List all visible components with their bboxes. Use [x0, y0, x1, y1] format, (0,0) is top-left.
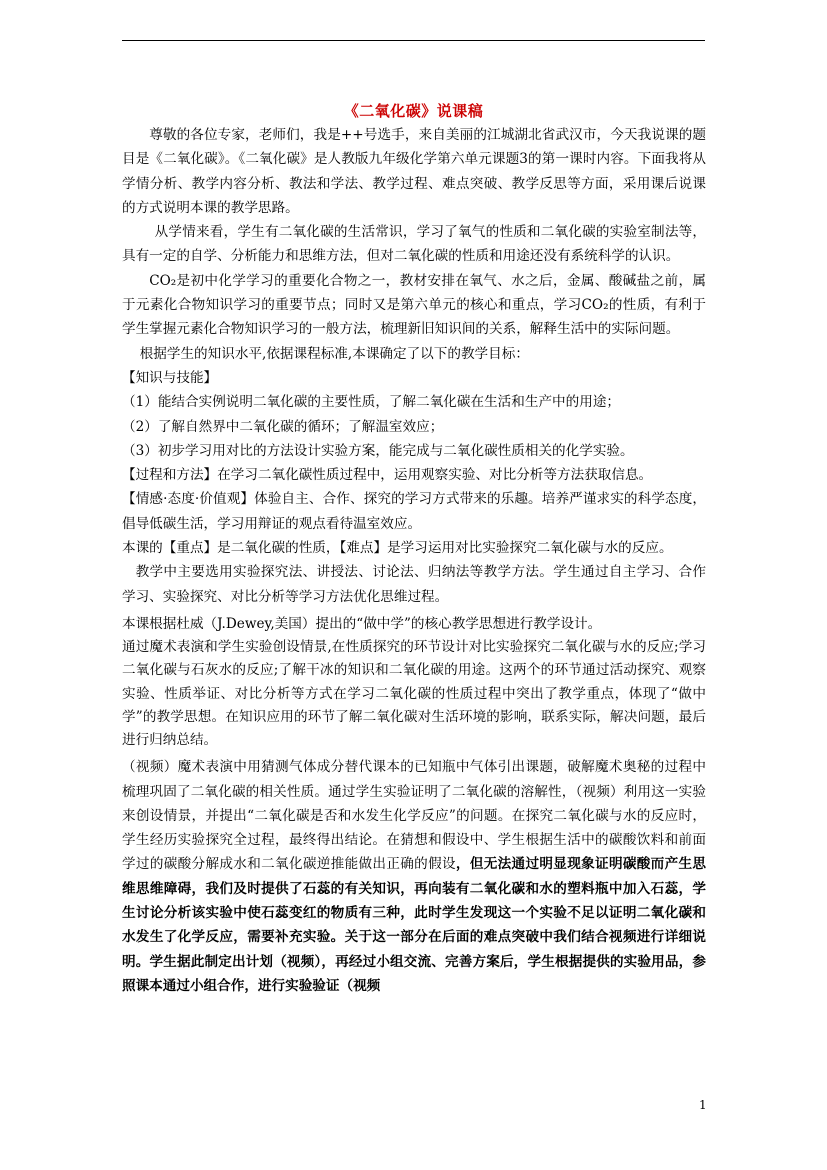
paragraph-key-difficult-points: 本课的【重点】是二氧化碳的性质，【难点】是学习运用对比实验探究二氧化碳与水的反应。 [122, 540, 673, 557]
goal-item-2: （2）了解自然界中二氧化碳的循环；了解温室效应； [122, 418, 444, 435]
goal-item-3: （3）初步学习用对比的方法设计实验方案，能完成与二氧化碳性质相关的化学实验。 [122, 442, 634, 459]
paragraph-emotion-values: 【情感·态度·价值观】体验自主、合作、探究的学习方式带来的乐趣。培养严谨求实的科学态度，倡导低碳生活，学习用辩证的观点看待温室效应。 [122, 491, 706, 532]
header-rule [122, 40, 705, 41]
paragraph-teaching-methods: 教学中主要选用实验探究法、讲授法、讨论法、归纳法等教学方法。学生通过自主学习、合作学习、实验探究、对比分析等学习方法优化思维过程。 [122, 564, 706, 605]
heading-knowledge-skills: 【知识与技能】 [122, 369, 218, 386]
document-body [122, 123, 706, 998]
document-title: 《二氧化碳》说课稿 [343, 102, 484, 120]
paragraph-intro: 尊敬的各位专家，老师们，我是++号选手，来自美丽的江城湖北省武汉市，今天我说课的题目是《二氧化碳》。《二氧化碳》是人教版九年级化学第六单元课题3的第一课时内容。下面我将从学情分析、教学内容分析、教法和学法、教学过程、难点突破、教学反思等方面，采用课后说课的方式说明本课的教学思路。 [122, 127, 706, 216]
paragraph-content-analysis: CO₂是初中化学学习的重要化合物之一，教材安排在氧气、水之后，金属、酸碱盐之前，属于元素化合物知识学习的重要节点；同时又是第六单元的核心和重点，学习CO₂的性质，有利于学生掌握元素化合物知识学习的一般方法，梳理新旧知识间的关系，解释生活中的实际问题。 [122, 272, 706, 338]
goal-item-1: （1）能结合实例说明二氧化碳的主要性质，了解二氧化碳在生活和生产中的用途； [122, 394, 621, 411]
paragraph-design: 通过魔术表演和学生实验创设情景,在性质探究的环节设计对比实验探究二氧化碳与水的反应;学习二氧化碳与石灰水的反应;了解干冰的知识和二氧化碳的用途。这两个的环节通过活动探究、观察实验、性质举证、对比分析等方式在学习二氧化碳的性质过程中突出了教学重点，体现了“做中学”的教学思想。在知识应用的环节了解二氧化碳对生活环境的影响，联系实际，解决问题，最后进行归纳总结。 [122, 639, 706, 749]
page-number: 1 [699, 1098, 707, 1112]
paragraph-process-methods: 【过程和方法】在学习二氧化碳性质过程中，运用观察实验、对比分析等方法获取信息。 [122, 467, 653, 484]
paragraph-goals-intro: 根据学生的知识水平,依据课程标准,本课确定了以下的教学目标： [139, 345, 529, 362]
paragraph-video-magic-part1: （视频）魔术表演中用猜测气体成分替代课本的已知瓶中气体引出课题，破解魔术奥秘的过程中梳理巩固了二氧化碳的相关性质。通过学生实验证明了二氧化碳的溶解性，（视频）利用这一实验来创设情景，并提出“二氧化碳是否和水发生化学反应”的问题。在探究二氧化碳与水的反应时，学生经历实验探究全过程，最终得出结论。在猜想和假设中、学生根据生活中的碳酸饮料和前面学过的碳酸分解成水和二氧化碳逆推能做出正确的假设 [122, 759, 706, 873]
paragraph-video-magic-part2: ，但无法通过明显现象证明碳酸而产生思维思维障碍，我们及时提供了石蕊的有关知识，再向装有二氧化碳和水的塑料瓶中加入石蕊，学生讨论分析该实验中使石蕊变红的物质有三种，此时学生发现这一个实验不足以证明二氧化碳和水发生了化学反应，需要补充实验。关于这一部分在后面的难点突破中我们结合视频进行详细说明。学生据此制定出计划（视频），再经过小组交流、完善方案后，学生根据提供的实验用品，参照课本通过小组合作，进行实验验证 [122, 856, 707, 994]
paragraph-learner-analysis: 从学情来看，学生有二氧化碳的生活常识，学习了氧气的性质和二氧化碳的实验室制法等，具有一定的自学、分析能力和思维方法，但对二氧化碳的性质和用途还没有系统科学的认识。 [122, 224, 706, 265]
paragraph-video-magic [122, 755, 706, 998]
paragraph-video-magic-part3: （视频 [339, 977, 381, 994]
paragraph-dewey: 本课根据杜威（J.Dewey,美国）提出的“做中学”的核心教学思想进行教学设计。 [122, 615, 602, 632]
